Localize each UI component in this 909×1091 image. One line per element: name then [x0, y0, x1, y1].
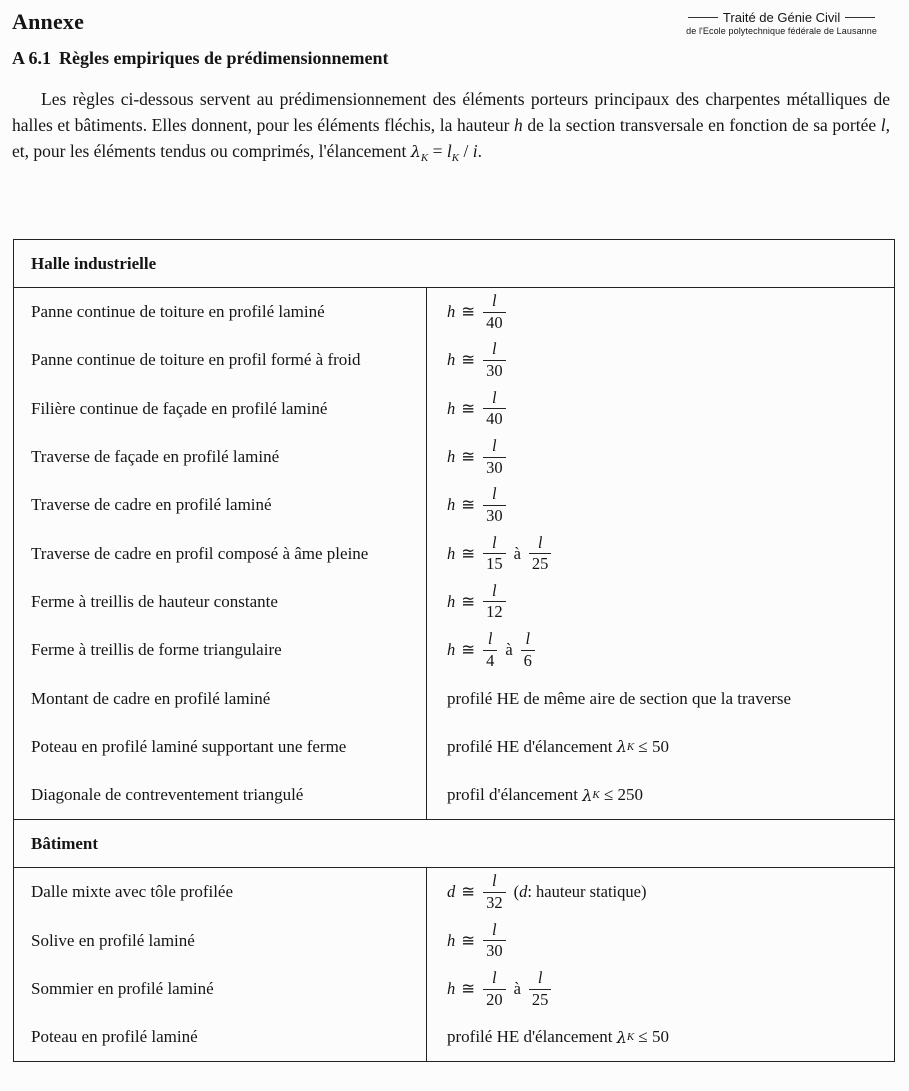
- frac-den: 15: [483, 553, 506, 573]
- fraction: [483, 438, 506, 476]
- row-label: Traverse de façade en profilé laminé: [31, 447, 280, 467]
- frac-den: 25: [529, 553, 552, 573]
- rule-prefix: profilé HE d'élancement: [447, 1027, 613, 1047]
- frac-den: 4: [483, 650, 497, 670]
- intro-text-3: , et, pour les éléments tendus ou comprimés, l'élancement: [12, 115, 890, 161]
- approx-sign: ≅: [461, 302, 476, 322]
- series-header: [686, 10, 877, 36]
- approx-sign: ≅: [461, 543, 476, 563]
- intro-lk: l: [446, 141, 452, 161]
- halle-rules: [427, 288, 895, 820]
- rule-formula: [427, 578, 894, 626]
- var-h: h: [447, 447, 456, 467]
- frac-den: 32: [483, 892, 506, 912]
- lambda-symbol: λ: [616, 737, 627, 757]
- range-word: à: [513, 543, 521, 563]
- frac-den: 6: [521, 650, 535, 670]
- fraction: [483, 486, 506, 524]
- intro-eq: =: [428, 141, 447, 161]
- frac-num: l: [492, 291, 497, 311]
- fraction: [483, 970, 506, 1008]
- series-subtitle: de l'Ecole polytechnique fédérale de Lausanne: [686, 26, 877, 36]
- fraction: [483, 631, 497, 669]
- rule-text: profilé HE de même aire de section que la traverse: [447, 688, 792, 708]
- fraction: [483, 532, 506, 574]
- rule-formula: [427, 336, 894, 384]
- range-word: à: [505, 640, 513, 660]
- var-h: h: [447, 543, 456, 563]
- batiment-labels: [14, 868, 427, 1062]
- approx-sign: ≅: [461, 350, 476, 370]
- frac-num: l: [492, 919, 497, 939]
- rule-slenderness: profil d'élancement λ K ≤ 250: [447, 785, 644, 805]
- fraction: [483, 919, 506, 961]
- halle-labels: [14, 288, 427, 820]
- fraction: [483, 387, 506, 429]
- rules-table: [13, 239, 894, 1062]
- var-h: h: [447, 979, 456, 998]
- frac-den: 40: [483, 312, 506, 332]
- rule-prefix: profil d'élancement: [447, 785, 578, 805]
- batiment-rules: [427, 868, 895, 1062]
- intro-sub-k: K: [420, 152, 429, 164]
- rule-prefix: profilé HE d'élancement: [447, 736, 613, 756]
- row-label: Ferme à treillis de hauteur constante: [31, 591, 278, 611]
- intro-lambda: λ: [410, 142, 421, 161]
- frac-num: l: [537, 532, 543, 552]
- row-label: Filière continue de façade en profilé laminé: [31, 398, 328, 418]
- rule-formula: [427, 626, 894, 674]
- fraction: [483, 873, 506, 911]
- approx-sign: ≅: [461, 591, 476, 611]
- fraction: [483, 293, 506, 331]
- rule-relation: ≤ 250: [603, 785, 644, 805]
- approx-sign: ≅: [461, 640, 476, 660]
- intro-h: h: [514, 115, 523, 135]
- fraction: [521, 631, 535, 669]
- page-title: Annexe: [12, 9, 85, 34]
- frac-den: 30: [483, 360, 506, 380]
- rule-right: [845, 17, 875, 18]
- section-title: Règles empiriques de prédimensionnement: [59, 48, 389, 68]
- intro-end: .: [477, 141, 482, 161]
- frac-num: l: [487, 629, 493, 649]
- rule-formula: [427, 529, 894, 577]
- approx-sign: ≅: [461, 882, 476, 902]
- group-body-batiment: [14, 868, 895, 1062]
- intro-text-2: de la section transversale en fonction de sa portée: [522, 115, 881, 135]
- fraction: [529, 532, 552, 574]
- group-body-halle: [14, 288, 895, 820]
- rule-slenderness: profilé HE d'élancement λ K ≤ 50: [447, 1027, 670, 1047]
- section-number: A 6.1: [12, 48, 52, 68]
- var-h: h: [447, 640, 456, 660]
- row-label: Solive en profilé laminé: [31, 930, 195, 950]
- section-heading: [12, 48, 389, 69]
- row-label: Poteau en profilé laminé: [31, 1027, 198, 1047]
- var-h: h: [447, 495, 456, 515]
- approx-sign: ≅: [461, 447, 476, 467]
- rule-formula: [427, 288, 894, 336]
- frac-den: 25: [529, 989, 552, 1009]
- series-title: Traité de Génie Civil: [722, 10, 841, 25]
- frac-den: 12: [483, 601, 506, 621]
- row-label: Traverse de cadre en profil composé à âme pleine: [31, 543, 369, 563]
- intro-div: /: [459, 141, 473, 161]
- intro-sub-k2: K: [451, 152, 460, 164]
- var-h: h: [447, 930, 456, 950]
- frac-num: l: [492, 968, 497, 987]
- rule-note: [514, 882, 647, 902]
- note-var: d: [519, 882, 528, 902]
- row-label: Montant de cadre en profilé laminé: [31, 688, 271, 708]
- approx-sign: ≅: [461, 930, 476, 950]
- group-heading-halle: Halle industrielle: [14, 240, 895, 288]
- frac-num: l: [492, 339, 497, 359]
- frac-num: l: [492, 484, 497, 504]
- row-label: Dalle mixte avec tôle profilée: [31, 882, 234, 902]
- row-label: Traverse de cadre en profilé laminé: [31, 495, 272, 515]
- rule-formula: [427, 481, 894, 529]
- series-title-line: [686, 10, 877, 25]
- intro-i: i: [472, 141, 478, 161]
- frac-num: l: [537, 968, 543, 987]
- rule-left: [688, 17, 718, 18]
- frac-num: l: [492, 387, 497, 407]
- intro-l: l: [880, 115, 886, 135]
- group-header-batiment: [14, 820, 895, 868]
- lambda-symbol: λ: [616, 1027, 627, 1047]
- frac-den: 20: [483, 989, 506, 1009]
- row-label: Poteau en profilé laminé supportant une ferme: [31, 736, 347, 756]
- group-heading-batiment: Bâtiment: [14, 820, 895, 868]
- intro-text-1: Les règles ci-dessous servent au prédimensionnement des éléments porteurs principaux des charpentes métalliques de halles et bâtiments. Elles donnent, pour les éléments fléchis, la hauteur: [12, 89, 890, 135]
- row-label: Panne continue de toiture en profilé laminé: [31, 302, 325, 322]
- fraction: [529, 970, 552, 1008]
- var-h: h: [447, 302, 456, 322]
- var-d: d: [447, 882, 456, 902]
- frac-num: l: [492, 580, 497, 600]
- rule-formula: [427, 868, 894, 916]
- intro-paragraph: [12, 86, 890, 165]
- group-header-halle: [14, 240, 895, 288]
- row-label: Panne continue de toiture en profil formé à froid: [31, 350, 361, 370]
- approx-sign: ≅: [461, 495, 476, 515]
- fraction: [483, 341, 506, 379]
- frac-den: 40: [483, 408, 506, 428]
- row-label: Sommier en profilé laminé: [31, 979, 214, 998]
- rule-formula: [427, 965, 894, 1013]
- rule-relation: ≤ 50: [638, 736, 670, 756]
- rule-formula: [427, 433, 894, 481]
- approx-sign: ≅: [461, 398, 476, 418]
- approx-sign: ≅: [461, 979, 476, 998]
- frac-den: 30: [483, 457, 506, 477]
- frac-num: l: [492, 436, 497, 456]
- var-h: h: [447, 591, 456, 611]
- rule-slenderness: profilé HE d'élancement λ K ≤ 50: [447, 736, 670, 757]
- rule-formula: [427, 385, 894, 433]
- row-label: Diagonale de contreventement triangulé: [31, 785, 304, 805]
- fraction: [483, 580, 506, 622]
- rule-formula: [427, 917, 894, 965]
- frac-num: l: [492, 532, 497, 552]
- frac-num: l: [525, 629, 531, 649]
- frac-den: 30: [483, 505, 506, 525]
- note-open: (: [513, 882, 520, 902]
- row-label: Ferme à treillis de forme triangulaire: [31, 640, 282, 660]
- var-h: h: [447, 398, 456, 418]
- rule-relation: ≤ 50: [638, 1027, 670, 1047]
- lambda-symbol: λ: [582, 785, 593, 805]
- range-word: à: [513, 979, 521, 998]
- frac-num: l: [492, 871, 497, 891]
- note-text: : hauteur statique): [527, 882, 647, 902]
- frac-den: 30: [483, 940, 506, 960]
- var-h: h: [447, 350, 456, 370]
